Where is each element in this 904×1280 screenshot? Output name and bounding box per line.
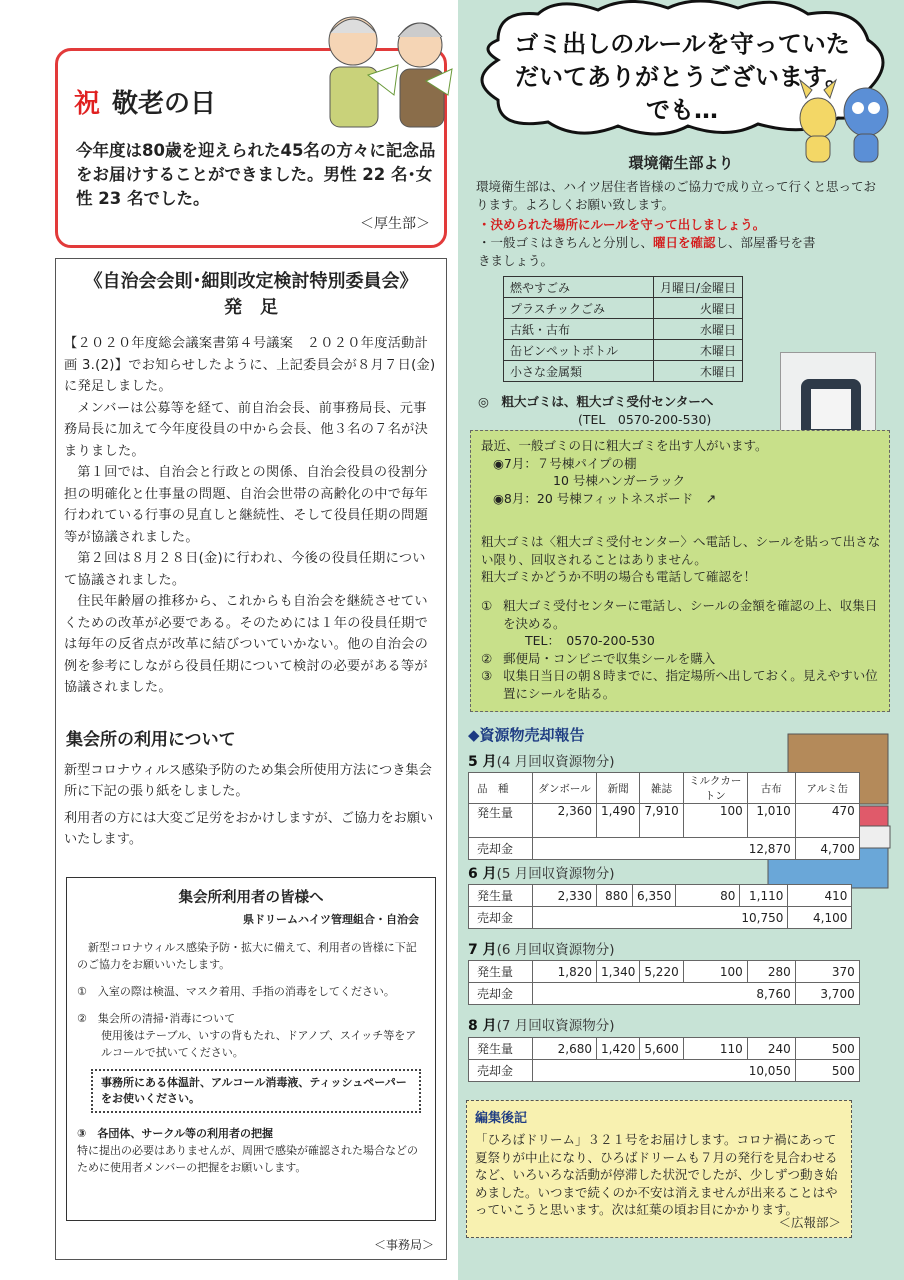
table-cell: 12,870 <box>533 838 796 860</box>
hall-title: 集会所の利用について <box>66 729 236 750</box>
month-name: 7 月 <box>468 942 497 958</box>
table-cell: 1,010 <box>747 804 795 838</box>
sorting-instruction <box>478 234 818 270</box>
hall-signature: ＜事務局＞ <box>373 1238 434 1252</box>
table-row <box>469 961 860 983</box>
garbage-type: 古紙・古布 <box>504 319 654 340</box>
sodai-heading: ◎ 粗大ゴミは、粗大ゴミ受付センターへ <box>478 394 714 409</box>
step-number: ③ <box>481 668 493 683</box>
table-cell: 280 <box>747 961 795 983</box>
row-label: 発生量 <box>469 961 533 983</box>
green-line: ◉7月：７号棟パイプの棚 <box>493 455 637 471</box>
table-cell: 370 <box>795 961 859 983</box>
table-row <box>469 983 860 1005</box>
table-row <box>504 277 743 298</box>
resource-table-august <box>468 1037 860 1082</box>
speech-cloud <box>458 0 904 150</box>
notice-org: 県ドリームハイツ管理組合・自治会 <box>243 913 419 926</box>
step-text: 収集日当日の朝８時までに、指定場所へ出しておく。見えやすい位置にシールを貼る。 <box>503 668 878 701</box>
table-cell: 1,110 <box>740 885 788 907</box>
notice-item-2-head: ② 集会所の清掃･消毒について <box>77 1012 236 1025</box>
keirou-body: 今年度は80歳を迎えられた45名の方々に記念品をお届けすることができました。男性 22 名･女性 23 名でした。 <box>76 141 436 208</box>
month-label <box>468 750 615 771</box>
keirou-notice <box>55 48 447 248</box>
table-cell: 880 <box>597 885 633 907</box>
table-cell: 4,700 <box>795 838 859 860</box>
table-row <box>469 804 860 838</box>
editors-note-body: 「ひろばドリーム」３２１号をお届けします。コロナ禍にあって夏祭りが中止になり、ひろばドリームも７月の発行を見合わせるなど、いろいろな活動が停滞した状況でしたが、少しずつ動き始めました。いつまで続くのか不安は消えませんが出来ることはやっていこうと思います。次は紅葉の頃お目にかかります。 <box>475 1132 838 1217</box>
right-column <box>458 0 904 1280</box>
garbage-type: 缶ビンペットボトル <box>504 340 654 361</box>
garbage-type: プラスチックごみ <box>504 298 654 319</box>
cloud-line: だいてありがとうございます。 <box>514 63 850 91</box>
row-label: 発生量 <box>469 1038 533 1060</box>
editors-note-title: 編集後記 <box>475 1111 528 1126</box>
month-label <box>468 938 615 959</box>
committee-title <box>56 269 446 321</box>
table-cell: 110 <box>683 1038 747 1060</box>
table-cell: 2,330 <box>533 885 597 907</box>
green-line: 10 号棟ハンガーラック <box>553 473 686 488</box>
committee-paragraph: メンバーは公募等を経て、前自治会長、前事務局長、元事務局長に加えて今年度役員の中から会長、他３名の７名が決まりました。 <box>64 400 429 459</box>
notice-intro: 新型コロナウィルス感染予防・拡大に備えて、利用者の皆様に下記のご協力をお願いいたします。 <box>77 941 417 971</box>
sort-highlight: 曜日を確認 <box>653 235 716 250</box>
oversized-steps <box>481 597 881 702</box>
header-cell: 品 種 <box>469 773 533 804</box>
table-cell: 10,750 <box>533 907 788 929</box>
step-item <box>481 667 881 702</box>
editors-note-signature: ＜広報部＞ <box>778 1215 841 1230</box>
notice-item-3-head: ③ 各団体、サークル等の利用者の把握 <box>77 1127 273 1140</box>
table-cell: 6,350 <box>633 885 676 907</box>
committee-paragraph: 第２回は８月２８日(金)に行われ、今後の役員任期について協議されました。 <box>64 551 426 588</box>
green-line: 粗大ゴミかどうか不明の場合も電話して確認を！ <box>481 569 757 584</box>
committee-paragraph: 第１回では、自治会と行政との関係、自治会役員の役割分担の明確化と仕事量の問題、自治会世帯の高齢化の中で毎年行われている行事の見直しと継続性、そして役員任期の問題等が協議されました。 <box>64 465 429 545</box>
table-row <box>469 885 852 907</box>
rule-reminder: ・決められた場所にルールを守って出しましょう。 <box>478 217 766 232</box>
month-sub: (4 月回収資源物分) <box>496 754 615 770</box>
green-line: 最近、一般ゴミの日に粗大ゴミを出す人がいます。 <box>481 438 768 453</box>
step-number: ② <box>481 650 493 666</box>
table-cell: 1,820 <box>533 961 597 983</box>
resource-table-may <box>468 772 860 860</box>
table-row <box>504 298 743 319</box>
table-cell: 500 <box>795 1038 859 1060</box>
hall-body <box>64 760 438 850</box>
header-cell: 古布 <box>747 773 795 804</box>
table-cell: 7,910 <box>640 804 683 838</box>
month-name: 8 月 <box>468 1018 497 1034</box>
notice-item-3-body: 特に提出の必要はありませんが、周囲で感染が確認された場合などのために使用者メンバーの把握をお願いします。 <box>77 1144 418 1174</box>
month-sub: (6 月回収資源物分) <box>496 942 615 958</box>
header-cell: ダンボール <box>533 773 597 804</box>
row-label: 売却金 <box>469 983 533 1005</box>
garbage-day: 木曜日 <box>654 361 743 382</box>
committee-body <box>64 333 438 699</box>
editors-note <box>466 1100 852 1238</box>
table-cell: 410 <box>788 885 852 907</box>
committee-paragraph: 住民年齢層の推移から、これからも自治会を継続させていくための改革が必要である。そのためには１年の役員任期では毎年の反省点が改革に結びついていかない。他の自治会の例を参考にしながら役員任期について検討の必要がある等が協議されました。 <box>64 594 429 695</box>
row-label: 売却金 <box>469 907 533 929</box>
keirou-signature: ＜厚生部＞ <box>360 216 430 232</box>
header-cell: 新聞 <box>597 773 640 804</box>
table-row <box>504 319 743 340</box>
table-row <box>504 361 743 382</box>
keirou-heading: 敬老の日 <box>112 89 217 119</box>
header-cell: アルミ缶 <box>795 773 859 804</box>
table-cell: 1,490 <box>597 804 640 838</box>
committee-paragraph: 【２０２０年度総会議案書第４号議案 ２０２０年度活動計画 3.(2)】でお知らせしたように、上記委員会が８月７日(金)に発足しました。 <box>64 336 436 394</box>
step-text: 郵便局・コンビニで収集シールを購入 <box>503 650 716 666</box>
step-item <box>481 650 881 668</box>
month-sub: (5 月回収資源物分) <box>496 866 615 882</box>
table-cell: 500 <box>795 1060 859 1082</box>
celebration-mark: 祝 <box>74 89 101 119</box>
table-cell: 240 <box>747 1038 795 1060</box>
hall-notice-poster <box>66 877 436 1221</box>
table-cell: 80 <box>676 885 740 907</box>
notice-text <box>77 939 425 1061</box>
table-cell: 5,220 <box>640 961 683 983</box>
step-phone: TEL： 0570-200-530 <box>525 633 655 648</box>
table-cell: 4,100 <box>788 907 852 929</box>
eisei-intro: 環境衛生部は、ハイツ居住者皆様のご協力で成り立って行くと思っております。よろしくお願い致します。 <box>476 179 877 212</box>
notice-title: 集会所利用者の皆様へ <box>178 890 324 906</box>
green-line: ◉8月：20 号棟フィットネスボード ↗ <box>493 490 717 506</box>
hall-paragraph: 利用者の方には大変ご足労をおかけしますが、ご協力をお願いいたします。 <box>64 810 434 847</box>
oversized-rules <box>481 533 881 586</box>
keirou-title <box>74 83 216 120</box>
committee-article <box>55 258 447 1260</box>
oversized-cases <box>481 437 777 507</box>
cloud-line: ゴミ出しのルールを守っていた <box>514 30 850 58</box>
header-cell: 雑誌 <box>640 773 683 804</box>
step-text: 粗大ゴミ受付センターに電話し、シールの金額を確認の上、収集日を決める。 <box>503 598 878 631</box>
resource-table-july <box>468 960 860 1005</box>
garbage-day: 火曜日 <box>654 298 743 319</box>
month-sub: (7 月回収資源物分) <box>496 1018 615 1034</box>
row-label: 売却金 <box>469 1060 533 1082</box>
step-item <box>481 597 881 632</box>
table-cell: 2,360 <box>533 804 597 838</box>
table-cell: 8,760 <box>533 983 796 1005</box>
oversized-garbage-box <box>470 430 890 712</box>
notice-item-2-body: 使用後はテーブル、いすの背もたれ、ドアノブ、スイッチ等をアルコールで拭いてください。 <box>101 1029 417 1059</box>
table-row <box>504 340 743 361</box>
eisei-dept-heading: 環境衛生部より <box>628 154 734 172</box>
cloud-line: でも… <box>646 96 718 124</box>
notice-supplies-box: 事務所にある体温計、アルコール消毒液、ティッシュペーパーをお使いください。 <box>91 1069 421 1113</box>
garbage-day: 水曜日 <box>654 319 743 340</box>
table-cell: 1,420 <box>597 1038 640 1060</box>
month-name: 6 月 <box>468 866 497 882</box>
table-row <box>469 1038 860 1060</box>
garbage-type: 小さな金属類 <box>504 361 654 382</box>
table-cell: 3,700 <box>795 983 859 1005</box>
table-cell: 100 <box>683 804 747 838</box>
elderly-couple-illustration <box>308 11 468 131</box>
resource-title: ◆資源物売却報告 <box>468 726 585 744</box>
notice-item-3 <box>77 1125 425 1176</box>
sort-text: ・一般ゴミはきちんと分別し、 <box>478 235 654 250</box>
notice-item-1: ① 入室の際は検温、マスク着用、手指の消毒をしてください。 <box>77 985 395 998</box>
row-label: 発生量 <box>469 885 533 907</box>
row-label: 発生量 <box>469 804 533 838</box>
header-cell: ミルクカートン <box>683 773 747 804</box>
table-row <box>469 907 852 929</box>
table-cell: 5,600 <box>640 1038 683 1060</box>
table-cell: 1,340 <box>597 961 640 983</box>
hall-paragraph: 新型コロナウィルス感染予防のため集会所使用方法につき集会所に下記の張り紙をしました。 <box>64 762 432 799</box>
month-label <box>468 1014 615 1035</box>
table-cell: 470 <box>795 804 859 838</box>
sort-text: し、部屋番号を書きましょう。 <box>478 235 816 268</box>
table-row <box>469 1060 860 1082</box>
garbage-day: 月曜日/金曜日 <box>654 277 743 298</box>
table-header-row <box>469 773 860 804</box>
garbage-type: 燃やすごみ <box>504 277 654 298</box>
committee-title-line2: 発 足 <box>224 297 278 318</box>
month-name: 5 月 <box>468 754 497 770</box>
garbage-schedule-table <box>503 276 743 382</box>
table-cell: 100 <box>683 961 747 983</box>
step-number: ① <box>481 598 493 613</box>
sodai-phone: (TEL 0570-200-530) <box>578 412 712 427</box>
committee-title-line1: 《自治会会則･細則改定検討特別委員会》 <box>84 271 418 292</box>
green-line: 粗大ゴミは〈粗大ゴミ受付センター〉へ電話し、シールを貼って出さない限り、回収されることはありません。 <box>481 534 881 567</box>
warning-sticker <box>811 389 851 429</box>
table-cell: 2,680 <box>533 1038 597 1060</box>
notice-item-2 <box>77 1010 425 1061</box>
resource-table-june <box>468 884 852 929</box>
table-row <box>469 838 860 860</box>
garbage-day: 木曜日 <box>654 340 743 361</box>
row-label: 売却金 <box>469 838 533 860</box>
table-cell: 10,050 <box>533 1060 796 1082</box>
month-label <box>468 862 615 883</box>
